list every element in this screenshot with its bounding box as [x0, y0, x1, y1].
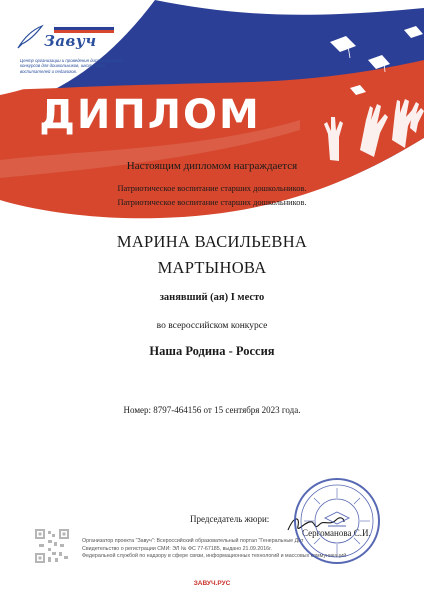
organizer-line-3: Федеральной службой по надзору в сфере связи, информационных технологий и массовых коммуникаций	[82, 553, 347, 560]
nomination-line-2: Патриотическое воспитание старших дошкольников.	[117, 198, 307, 207]
nomination-line-1: Патриотическое воспитание старших дошкольников.	[117, 184, 307, 193]
official-seal-stamp	[292, 476, 382, 566]
contest-type: во всероссийском конкурсе	[156, 321, 268, 331]
recipient-surname: МАРТЫНОВА	[157, 258, 267, 277]
zavuch-logo	[14, 24, 124, 94]
contest-name: Наша Родина - Россия	[149, 344, 275, 358]
organizer-line-2: Свидетельство о регистрации СМИ: ЭЛ № ФС 77-67185, выдано 21.09.2016г.	[82, 545, 272, 552]
logo-brand-text: Завуч	[44, 32, 97, 50]
diploma-title: ДИПЛОМ	[39, 92, 261, 138]
chair-name: Сергоманова С.И.	[302, 528, 371, 538]
logo-tagline: Центр организации и проведения дистанционных конкурсов для дошкольников, школьников, воспитателей и педагогов.	[20, 58, 123, 74]
diploma-number: Номер: 8797-464156 от 15 сентября 2023 года.	[123, 405, 301, 415]
site-link[interactable]: ЗАВУЧ.РУС	[193, 580, 231, 587]
organizer-line-1: Организатор проекта "Завуч": Всероссийский образовательный портал "Генеральные Дет	[82, 538, 304, 544]
award-line: Настоящим дипломом награждается	[126, 160, 298, 172]
feather-pen-icon	[14, 24, 44, 50]
qr-code-icon	[34, 528, 70, 564]
recipient-first-names: МАРИНА ВАСИЛЬЕВНА	[116, 232, 308, 251]
place-awarded: занявший (ая) I место	[159, 292, 265, 303]
chair-label: Председатель жюри:	[190, 514, 270, 524]
